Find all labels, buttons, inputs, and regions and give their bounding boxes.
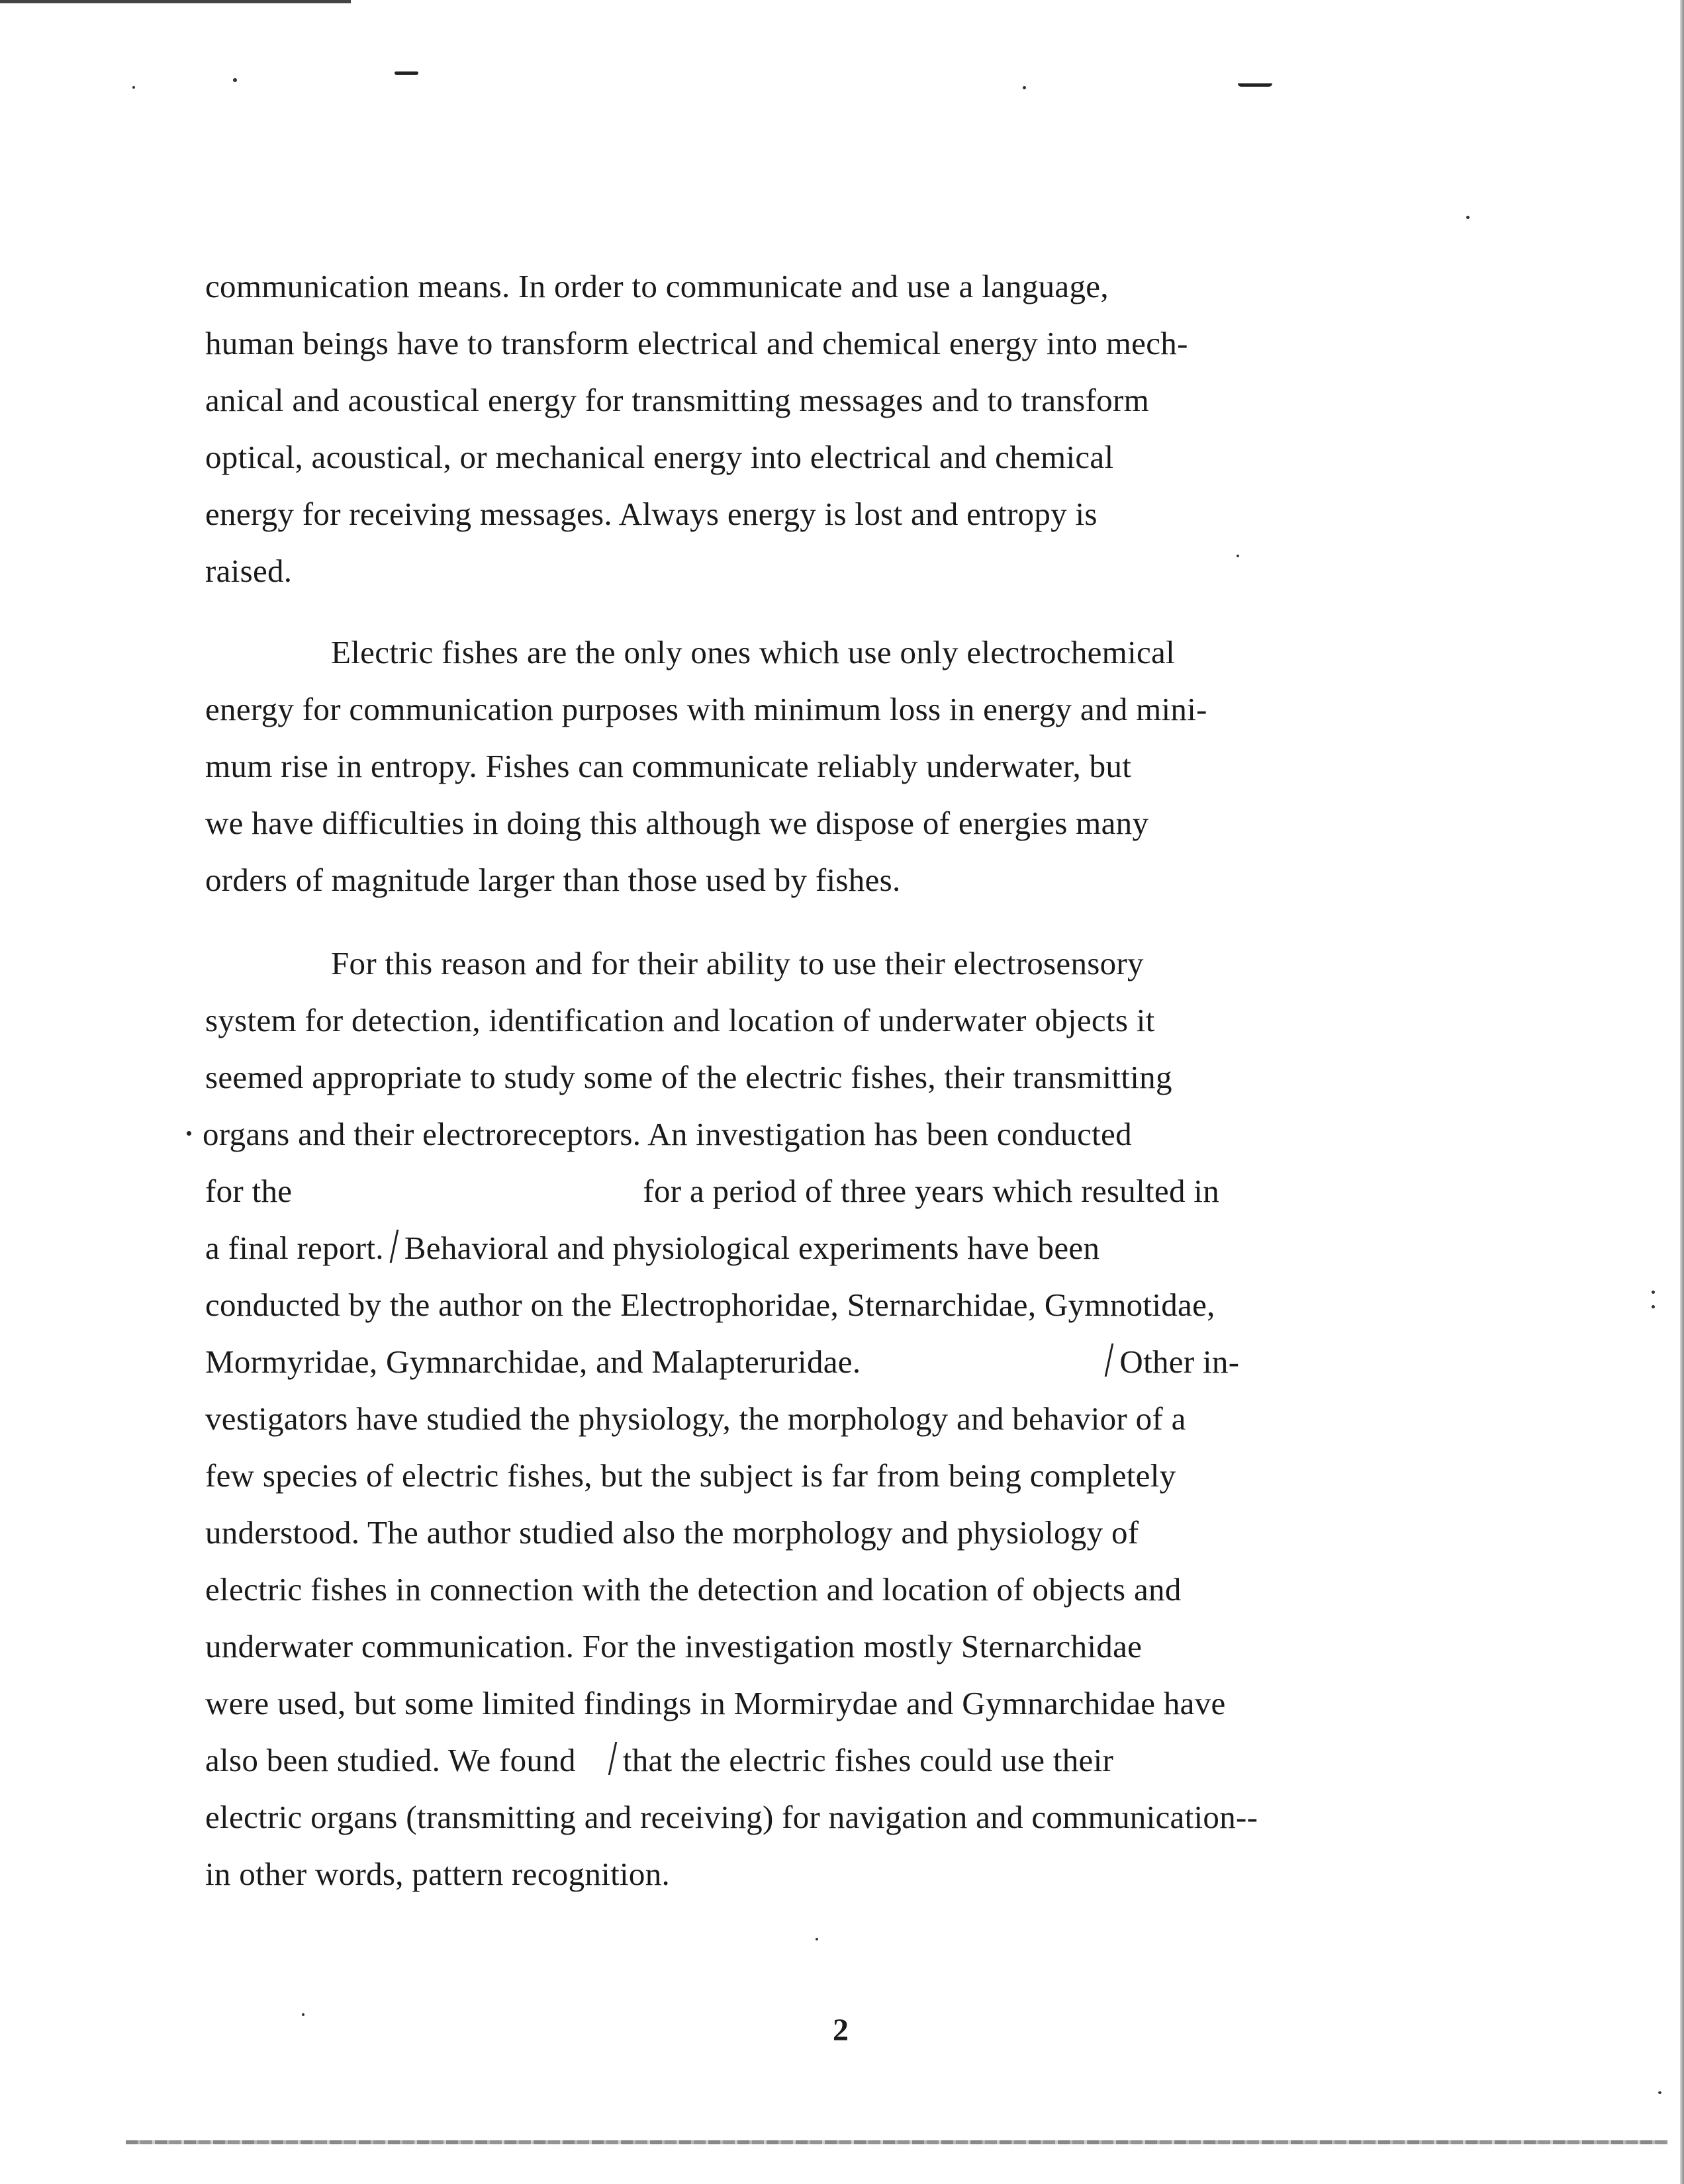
scan-speck (1023, 86, 1026, 89)
paragraph-line (205, 1220, 1595, 1277)
paragraph-line: mum rise in entropy. Fishes can communicate reliably underwater, but (205, 748, 1132, 784)
paragraph-line: human beings have to transform electrical and chemical energy into mech- (205, 325, 1188, 361)
paragraph-line: few species of electric fishes, but the subject is far from being completely (205, 1457, 1176, 1494)
scan-speck (816, 1938, 818, 1940)
paragraph-line: underwater communication. For the investigation mostly Sternarchidae (205, 1628, 1143, 1664)
paragraph-line: energy for communication purposes with minimum loss in energy and mini- (205, 691, 1207, 727)
paragraph-line (205, 1163, 1595, 1220)
line-segment: a final report. (205, 1230, 384, 1266)
scan-speck (1658, 2091, 1661, 2094)
paragraph-line: vestigators have studied the physiology, the morphology and behavior of a (205, 1400, 1186, 1437)
paragraph-line: were used, but some limited findings in Mormirydae and Gymnarchidae have (205, 1685, 1226, 1721)
line-segment: also been studied. We found (205, 1742, 576, 1778)
line-segment: that the electric fishes could use their (622, 1742, 1114, 1778)
paragraph-line: orders of magnitude larger than those used by fishes. (205, 862, 901, 898)
paragraph-line: anical and acoustical energy for transmitting messages and to transform (205, 382, 1149, 418)
redaction-mark (1105, 1343, 1114, 1377)
paragraph-line: seemed appropriate to study some of the electric fishes, their transmitting (205, 1059, 1172, 1095)
paragraph-2 (205, 624, 1595, 909)
paragraph-line: optical, acoustical, or mechanical energy into electrical and chemical (205, 439, 1114, 475)
paragraph-line (205, 1732, 1595, 1789)
line-segment: for a period of three years which resulted in (643, 1173, 1220, 1209)
paragraph-line: electric organs (transmitting and receiving) for navigation and communication-- (205, 1799, 1258, 1835)
scan-speck (1466, 216, 1470, 219)
line-segment: Other in- (1119, 1343, 1240, 1380)
paragraph-line: in other words, pattern recognition. (205, 1856, 671, 1892)
paragraph-1 (205, 258, 1595, 600)
paragraph-line: system for detection, identification and location of underwater objects it (205, 1002, 1155, 1038)
paragraph-line: electric fishes in connection with the detection and location of objects and (205, 1571, 1182, 1608)
paragraph-line (205, 1334, 1595, 1390)
scan-right-edge (1680, 0, 1684, 2184)
scan-mark (395, 71, 418, 75)
paragraph-line: energy for receiving messages. Always energy is lost and entropy is (205, 496, 1098, 532)
paragraph-line: For this reason and for their ability to use their electrosensory (331, 945, 1144, 981)
paragraph-line: organs and their electroreceptors. An investigation has been conducted (203, 1116, 1132, 1152)
paragraph-line: understood. The author studied also the morphology and physiology of (205, 1514, 1139, 1551)
paragraph-line: raised. (205, 553, 293, 589)
scan-speck (1652, 1305, 1655, 1308)
line-segment: for the (205, 1173, 293, 1209)
margin-mark (187, 1131, 191, 1136)
scan-speck (132, 86, 135, 89)
page-number: 2 (833, 2013, 849, 2048)
paragraph-3 (205, 935, 1595, 1903)
scan-speck (1652, 1291, 1655, 1294)
scan-speck (302, 2013, 304, 2016)
redaction-mark (389, 1230, 398, 1263)
scan-top-rule (0, 0, 351, 3)
paragraph-line: communication means. In order to communicate and use a language, (205, 268, 1109, 304)
scan-bottom-rule (126, 2140, 1668, 2144)
scan-speck (233, 78, 237, 82)
line-segment: Behavioral and physiological experiments have been (404, 1230, 1100, 1266)
redaction-mark (608, 1742, 618, 1775)
line-segment: Mormyridae, Gymnarchidae, and Malapteruridae. (205, 1343, 861, 1380)
paragraph-line: we have difficulties in doing this although we dispose of energies many (205, 805, 1149, 841)
paragraph-line: conducted by the author on the Electrophoridae, Sternarchidae, Gymnotidae, (205, 1287, 1215, 1323)
scan-mark (1238, 83, 1272, 87)
paragraph-line: Electric fishes are the only ones which use only electrochemical (331, 634, 1176, 670)
